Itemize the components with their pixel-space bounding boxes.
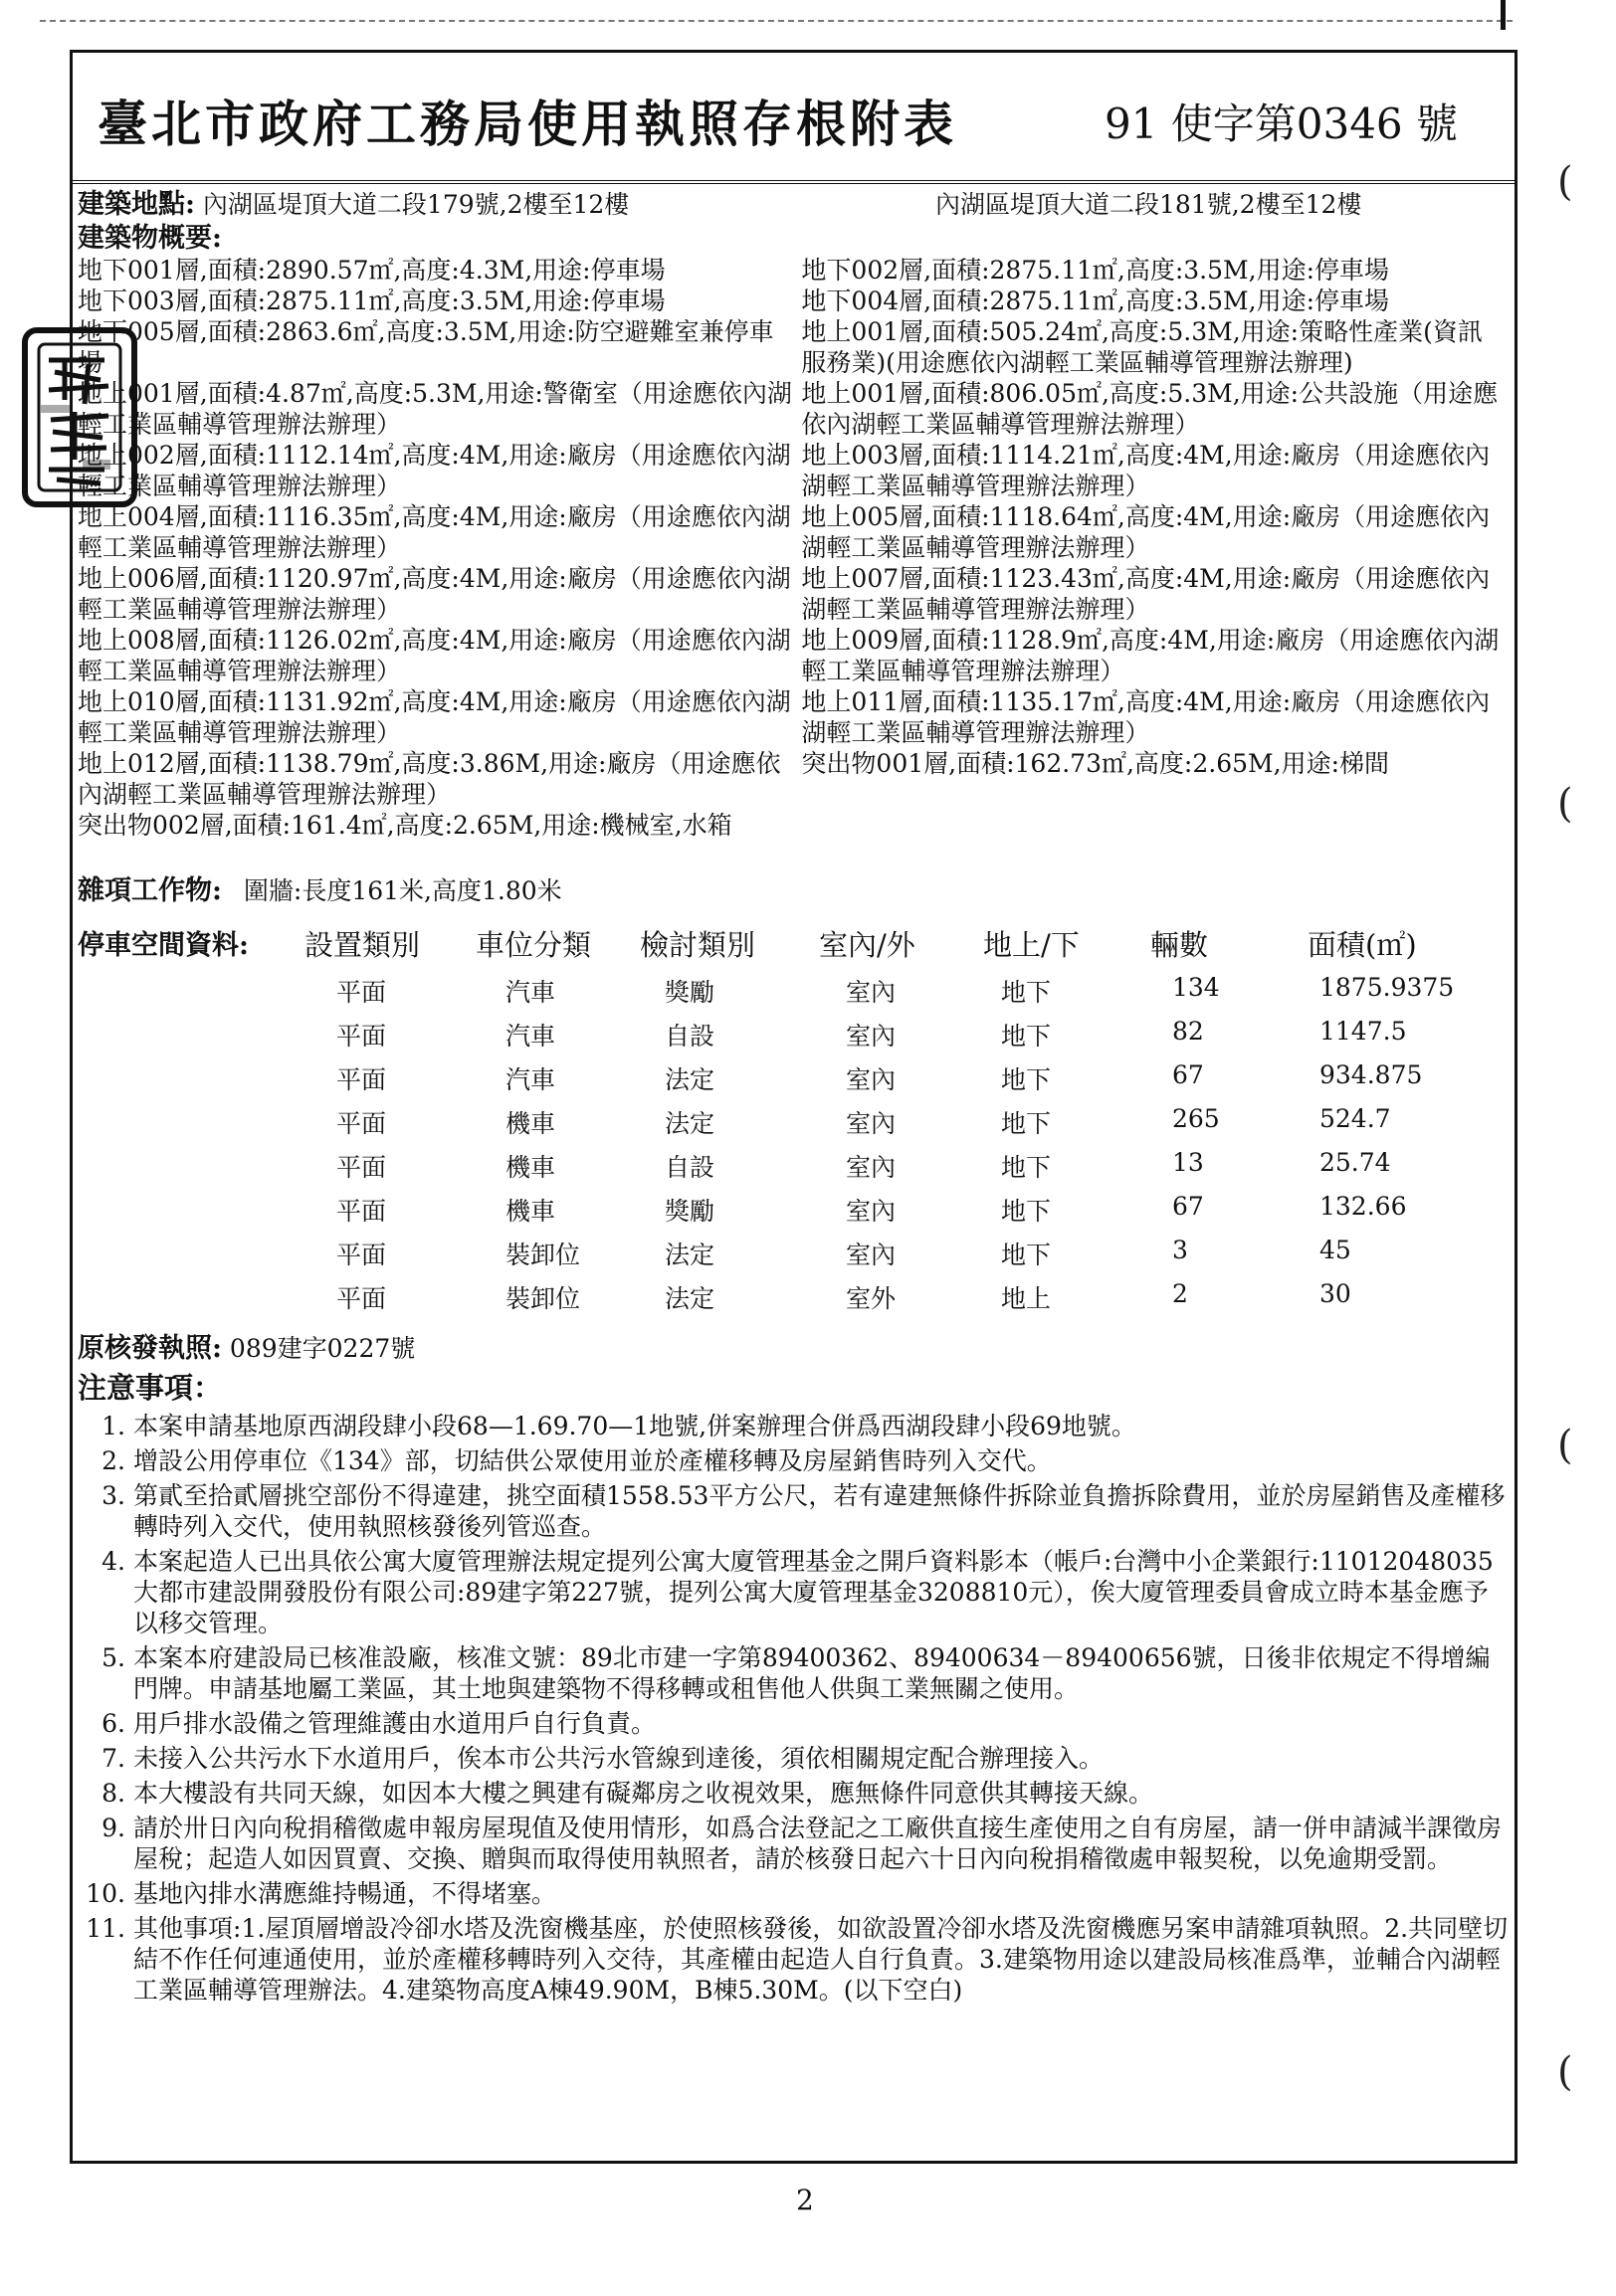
note-number: 1.: [101, 1412, 125, 1440]
note-item: [78, 1778, 1511, 1809]
parking-cell: 法定: [665, 1284, 715, 1313]
note-text: 其他事項:1.屋頂層增設冷卻水塔及洗窗機基座，於使照核發後，如欲設置冷卻水塔及洗窗機應另案申請雜項執照。2.共同壁切結不作任何連通使用，並於產權移轉時列入交待，其產權由起造人自行負責。3.建築物用途以建設局核准爲準，並輔合內湖輕工業區輔導管理辦法。4.建築物高度A棟49.90M，B棟5.30M。(以下空白): [133, 1914, 1509, 2005]
overview-floor-entry: 地上002層,面積:1112.14㎡,高度:4M,用途:廠房（用途應依內湖輕工業區輔導管理辦法辦理）: [78, 441, 791, 500]
parking-cell: 1147.5: [1319, 1017, 1407, 1046]
parking-cell: 地上: [1001, 1284, 1052, 1313]
parking-cell: 1875.9375: [1319, 973, 1455, 1002]
misc-works-value: 圍牆:長度161米,高度1.80米: [243, 876, 562, 905]
parking-cell: 法定: [665, 1241, 715, 1269]
parking-cell: 自設: [665, 1153, 715, 1182]
parking-cell: 平面: [336, 1241, 387, 1269]
location-value-179: 內湖區堤頂大道二段179號,2樓至12樓: [202, 190, 630, 219]
parking-row: [78, 1186, 1511, 1230]
parking-cell: 室內: [846, 1022, 897, 1051]
note-text: 基地內排水溝應維持暢通，不得堵塞。: [133, 1879, 557, 1908]
parking-cell: 25.74: [1319, 1148, 1391, 1177]
notes-label: 注意事項：: [78, 1371, 223, 1405]
parking-row: [78, 1098, 1511, 1142]
parking-cell: 934.875: [1319, 1060, 1423, 1089]
parking-cell: 地下: [1001, 1197, 1052, 1226]
note-number: 6.: [101, 1709, 125, 1738]
parking-cell: 平面: [336, 1109, 387, 1138]
overview-floor-entry: 地上009層,面積:1128.9㎡,高度:4M,用途:廠房（用途應依內湖輕工業區輔導管理辦法辦理）: [801, 626, 1500, 685]
note-number: 3.: [101, 1481, 125, 1510]
parking-header-cell: 面積(㎡): [1308, 928, 1417, 962]
overview-row: [78, 810, 1511, 841]
parking-cell: 法定: [665, 1109, 715, 1138]
parking-cell: 30: [1319, 1279, 1351, 1308]
parking-cell: 265: [1172, 1104, 1220, 1133]
parking-cell: 平面: [336, 1284, 387, 1313]
parking-cell: 機車: [505, 1153, 556, 1182]
original-permit-label: 原核發執照:: [78, 1333, 222, 1364]
overview-row: [78, 378, 1511, 440]
parking-cell: 自設: [665, 1022, 715, 1051]
parking-cell: 67: [1172, 1060, 1204, 1089]
parking-header-cell: 車位分類: [476, 928, 592, 962]
note-item: [78, 1642, 1511, 1704]
original-permit-value: 089建字0227號: [229, 1334, 416, 1363]
parking-row: [78, 1273, 1511, 1317]
parking-row: [78, 1230, 1511, 1273]
parking-header-cell: 檢討類別: [640, 928, 756, 962]
parking-cell: 裝卸位: [505, 1284, 581, 1313]
parking-cell: 2: [1172, 1279, 1188, 1308]
overview-floor-entry: 地上004層,面積:1116.35㎡,高度:4M,用途:廠房（用途應依內湖輕工業區輔導管理辦法辦理）: [78, 502, 791, 562]
parking-cell: 平面: [336, 1153, 387, 1182]
location-label: 建築地點:: [78, 189, 195, 220]
overview-floor-entry: 地上006層,面積:1120.97㎡,高度:4M,用途:廠房（用途應依內湖輕工業區輔導管理辦法辦理）: [78, 564, 791, 624]
overview-row: [78, 501, 1511, 563]
parking-cell: 3: [1172, 1236, 1188, 1264]
note-text: 未接入公共污水下水道用戶，俟本市公共污水管線到達後，須依相關規定配合辦理接入。: [133, 1744, 1105, 1773]
binding-hole-mark: (: [1557, 781, 1573, 827]
note-item: [78, 1546, 1511, 1638]
parking-cell: 室內: [846, 1109, 897, 1138]
location-value-181: 內湖區堤頂大道二段181號,2樓至12樓: [935, 190, 1362, 219]
parking-cell: 室內: [846, 1241, 897, 1269]
overview-row: [78, 563, 1511, 625]
location-row: [78, 189, 629, 220]
parking-header-cell: 設置類別: [304, 928, 421, 962]
parking-cell: 地下: [1001, 1065, 1052, 1094]
overview-floor-entry: [801, 810, 1511, 841]
overview-label: 建築物概要:: [78, 223, 222, 254]
parking-cell: 地下: [1001, 1241, 1052, 1269]
parking-cell: 汽車: [505, 978, 556, 1007]
parking-row: [78, 1011, 1511, 1054]
overview-row: [78, 286, 1511, 316]
building-overview: [78, 255, 1511, 841]
note-number: 7.: [101, 1744, 125, 1773]
overview-floor-entry: 地上010層,面積:1131.92㎡,高度:4M,用途:廠房（用途應依內湖輕工業區輔導管理辦法辦理）: [78, 687, 791, 747]
parking-cell: 地下: [1001, 1022, 1052, 1051]
overview-row: [78, 440, 1511, 501]
note-text: 本案申請基地原西湖段肆小段68—1.69.70—1地號,併案辦理合併爲西湖段肆小段69地號。: [133, 1412, 1136, 1440]
parking-cell: 機車: [505, 1197, 556, 1226]
overview-floor-entry: 地上008層,面積:1126.02㎡,高度:4M,用途:廠房（用途應依內湖輕工業區輔導管理辦法辦理）: [78, 626, 791, 685]
note-text: 本案本府建設局已核准設廠，核准文號：89北市建一字第89400362、89400634－89400656號，日後非依規定不得增編門牌。申請基地屬工業區，其土地與建築物不得移轉或租售他人供與工業無關之使用。: [133, 1643, 1491, 1703]
parking-table: [78, 923, 1511, 1317]
parking-cell: 平面: [336, 1197, 387, 1226]
note-item: [78, 1708, 1511, 1739]
parking-cell: 平面: [336, 978, 387, 1007]
note-item: [78, 1743, 1511, 1774]
parking-cell: 法定: [665, 1065, 715, 1094]
overview-floor-entry: 突出物002層,面積:161.4㎡,高度:2.65M,用途:機械室,水箱: [78, 811, 732, 840]
parking-header-cell: 輛數: [1150, 928, 1209, 962]
note-item: [78, 1480, 1511, 1542]
overview-floor-entry: 地下002層,面積:2875.11㎡,高度:3.5M,用途:停車場: [801, 256, 1389, 285]
overview-row: [78, 316, 1511, 378]
overview-row: [78, 625, 1511, 686]
scan-top-line: [40, 20, 1513, 22]
note-number: 11.: [86, 1914, 125, 1943]
note-item: [78, 1813, 1511, 1874]
parking-cell: 67: [1172, 1192, 1204, 1221]
overview-row: [78, 686, 1511, 748]
parking-label: 停車空間資料:: [78, 930, 249, 961]
permit-number: 91 使字第0346 號: [1104, 99, 1458, 148]
parking-cell: 地下: [1001, 1153, 1052, 1182]
parking-cell: 13: [1172, 1148, 1204, 1177]
binding-hole-mark: (: [1557, 1423, 1573, 1468]
overview-floor-entry: 地下001層,面積:2890.57㎡,高度:4.3M,用途:停車場: [78, 256, 666, 285]
parking-rows: [78, 967, 1511, 1317]
parking-cell: 45: [1319, 1236, 1351, 1264]
note-text: 第貳至拾貳層挑空部份不得違建，挑空面積1558.53平方公尺，若有違建無條件拆除並負擔拆除費用，並於房屋銷售及產權移轉時列入交代，使用執照核發後列管巡查。: [133, 1481, 1506, 1541]
note-item: [78, 1445, 1511, 1476]
parking-cell: 室外: [846, 1284, 897, 1313]
overview-floor-entry: 地下005層,面積:2863.6㎡,高度:3.5M,用途:防空避難室兼停車場: [78, 317, 774, 377]
parking-cell: 地下: [1001, 1109, 1052, 1138]
binding-hole-mark: (: [1557, 2049, 1573, 2095]
notes-list: [78, 1411, 1511, 2009]
parking-cell: 82: [1172, 1017, 1204, 1046]
parking-cell: 裝卸位: [505, 1241, 581, 1269]
title-box: [70, 50, 1517, 184]
parking-cell: 室內: [846, 1197, 897, 1226]
misc-works-row: [78, 875, 562, 906]
parking-cell: 地下: [1001, 978, 1052, 1007]
overview-floor-entry: 地下004層,面積:2875.11㎡,高度:3.5M,用途:停車場: [801, 287, 1389, 315]
parking-header-cell: 地上/下: [983, 928, 1080, 962]
parking-cell: 機車: [505, 1109, 556, 1138]
overview-floor-entry: 地下003層,面積:2875.11㎡,高度:3.5M,用途:停車場: [78, 287, 666, 315]
note-text: 用戶排水設備之管理維護由水道用戶自行負責。: [133, 1709, 657, 1738]
parking-cell: 平面: [336, 1065, 387, 1094]
parking-row: [78, 1054, 1511, 1098]
note-number: 9.: [101, 1814, 125, 1842]
parking-cell: 室內: [846, 1065, 897, 1094]
parking-row: [78, 967, 1511, 1011]
overview-row: [78, 255, 1511, 286]
page-number: 2: [796, 2184, 814, 2216]
parking-cell: 獎勵: [665, 978, 715, 1007]
parking-cell: 室內: [846, 978, 897, 1007]
note-text: 增設公用停車位《134》部，切結供公眾使用並於產權移轉及房屋銷售時列入交代。: [133, 1446, 1052, 1475]
parking-cell: 132.66: [1319, 1192, 1407, 1221]
parking-cell: 524.7: [1319, 1104, 1391, 1133]
parking-header-cell: 室內/外: [819, 928, 915, 962]
overview-floor-entry: 地上001層,面積:4.87㎡,高度:5.3M,用途:警衛室（用途應依內湖輕工業區輔導管理辦法辦理）: [78, 379, 792, 439]
note-number: 10.: [86, 1879, 125, 1908]
note-item: [78, 1913, 1511, 2006]
overview-floor-entry: 地上005層,面積:1118.64㎡,高度:4M,用途:廠房（用途應依內湖輕工業區輔導管理辦法辦理）: [801, 502, 1491, 562]
overview-floor-entry: 地上011層,面積:1135.17㎡,高度:4M,用途:廠房（用途應依內湖輕工業區輔導管理辦法辦理）: [801, 687, 1491, 747]
parking-cell: 室內: [846, 1153, 897, 1182]
note-number: 2.: [101, 1446, 125, 1475]
overview-floor-entry: 突出物001層,面積:162.73㎡,高度:2.65M,用途:梯間: [801, 749, 1389, 778]
note-item: [78, 1878, 1511, 1909]
overview-floor-entry: 地上012層,面積:1138.79㎡,高度:3.86M,用途:廠房（用途應依內湖輕工業區輔導管理辦法辦理）: [78, 749, 781, 809]
parking-row: [78, 1142, 1511, 1186]
overview-floor-entry: 地上007層,面積:1123.43㎡,高度:4M,用途:廠房（用途應依內湖輕工業區輔導管理辦法辦理）: [801, 564, 1491, 624]
parking-cell: 134: [1172, 973, 1220, 1002]
overview-floor-entry: 地上003層,面積:1114.21㎡,高度:4M,用途:廠房（用途應依內湖輕工業區輔導管理辦法辦理）: [801, 441, 1491, 500]
overview-floor-entry: 地上001層,面積:505.24㎡,高度:5.3M,用途:策略性產業(資訊服務業)(用途應依內湖輕工業區輔導管理辦法辦理): [801, 317, 1483, 377]
parking-cell: 獎勵: [665, 1197, 715, 1226]
overview-row: [78, 748, 1511, 810]
misc-works-label: 雜項工作物:: [78, 875, 222, 906]
note-text: 本案起造人已出具依公寓大廈管理辦法規定提列公寓大廈管理基金之開戶資料影本（帳戶:台灣中小企業銀行:11012048035大都市建設開發股份有限公司:89建字第227號，提列公寓大廈管理基金3208810元），俟大廈管理委員會成立時本基金應予以移交管理。: [133, 1547, 1494, 1637]
note-text: 本大樓設有共同天線，如因本大樓之興建有礙鄰房之收視效果，應無條件同意供其轉接天線。: [133, 1779, 1154, 1808]
note-number: 5.: [101, 1643, 125, 1672]
note-text: 請於卅日內向稅捐稽徵處申報房屋現值及使用情形，如爲合法登記之工廠供直接生產使用之自有房屋，請一併申請減半課徵房屋稅；起造人如因買賣、交換、贈與而取得使用執照者，請於核發日起六十日內向稅捐稽徵處申報契稅，以免逾期受罰。: [133, 1814, 1503, 1873]
document-title: 臺北市政府工務局使用執照存根附表: [98, 95, 957, 153]
note-item: [78, 1411, 1511, 1441]
parking-header: [78, 923, 1511, 967]
note-number: 4.: [101, 1547, 125, 1576]
parking-cell: 汽車: [505, 1022, 556, 1051]
original-permit-row: [78, 1333, 415, 1364]
overview-floor-entry: 地上001層,面積:806.05㎡,高度:5.3M,用途:公共設施（用途應依內湖輕工業區輔導管理辦法辦理）: [801, 379, 1499, 439]
note-number: 8.: [101, 1779, 125, 1808]
binding-hole-mark: (: [1557, 159, 1573, 205]
parking-cell: 汽車: [505, 1065, 556, 1094]
scan-edge-mark: [1501, 0, 1506, 30]
parking-cell: 平面: [336, 1022, 387, 1051]
